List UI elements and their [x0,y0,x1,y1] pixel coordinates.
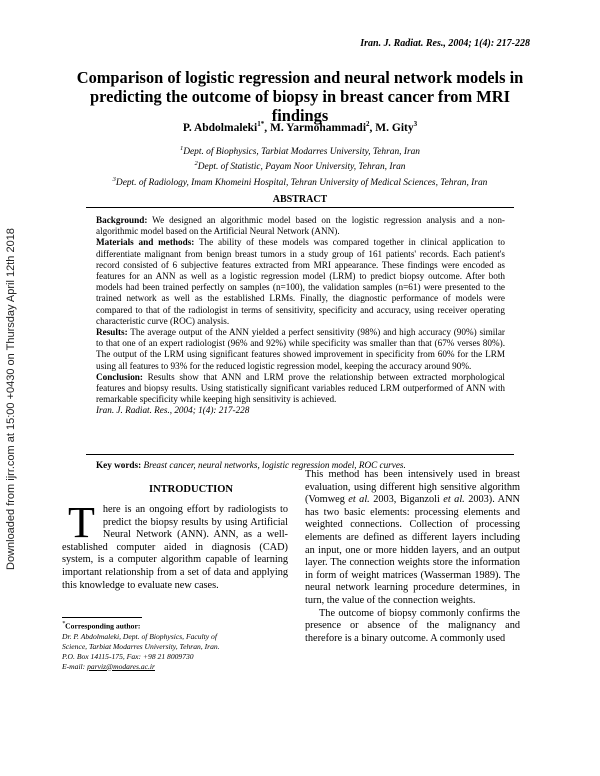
methods-text: The ability of these models was compared together in clinical application to differentiate malignant from benign breast tumors in a study group of 161 patients' records. Each patient's record consisted of 6 subjective features extracted from MRI appearance. These findings were encoded as features for an ANN as well as a logistic regression model (LRM) to predict biopsy outcome. After both models had been trained perfectly on samples (n=100), the validation samples (n=61) were presented to the trained network as well as the established LRMs. Finally, the diagnostic performance of models were compared to that of the radiologist in terms of sensitivity, specificity and accuracy, using receiver operating characteristic curve (ROC) analysis. [96,237,505,326]
affiliation-3-text: Dept. of Radiology, Imam Khomeini Hospital, Tehran University of Medical Sciences, Tehran, Iran [115,177,488,188]
keywords-text: Breast cancer, neural networks, logistic regression model, ROC curves. [141,460,406,470]
journal-reference: Iran. J. Radiat. Res., 2004; 1(4): 217-228 [360,38,530,49]
conclusion-text: Results show that ANN and LRM prove the relationship between extracted morphological features and biopsy results. Using statistically significant variables reduced LRM outperformed of ANN with remarkable specificity while keeping high sensitivity is achieved. [96,371,505,405]
email-link[interactable]: parviz@modares.ac.ir [87,661,155,671]
affiliation-2-sup: 2 [194,160,198,168]
author-3: M. Gity [375,121,414,134]
abstract-body [96,215,505,417]
title-line-2: predicting the outcome of biopsy in breast cancer from MRI findings [90,87,510,125]
citation-text: Iran. J. Radiat. Res., 2004; 1(4): 217-228 [96,405,250,416]
right-paragraph-1 [305,469,520,608]
abstract-background [96,215,505,237]
affiliation-3 [60,174,540,189]
keywords-label: Key words: [96,460,142,470]
download-stamp-text: Downloaded from ijrr.com at 15:00 +0430 on Thursday April 12th 2018 [5,228,17,570]
footnote-heading-line [62,619,288,632]
right-p1-part-b: 2003, Biganzoli [369,494,444,506]
results-label: Results: [96,327,128,338]
right-column [305,469,520,645]
affiliation-2 [60,158,540,173]
footnote-line-2: Science, Tarbiat Modarres University, Tehran, Iran. [62,641,220,651]
affiliation-3-sup: 3 [112,175,116,183]
footnote-rule [62,617,142,618]
affiliation-1-sup: 1 [180,145,184,152]
footnote-star: * [62,620,66,627]
affiliation-1 [60,143,540,158]
abstract-methods [96,237,505,327]
introduction-text: here is an ongoing effort by radiologists to predict the biopsy results by using Artificial Neural Network (ANN). ANN, as a well-established computer aided in diagnosis (CAD) system, is a computer algorithm capable of learning important relationship from a set of data and applying this knowledge to evaluate new cases. [62,504,288,591]
corresponding-author-footnote [62,619,288,672]
author-1: P. Abdolmaleki [182,121,258,134]
author-2-sup: 2 [366,120,370,128]
abstract-heading: ABSTRACT [272,194,328,205]
email-label: E-mail: [62,661,88,671]
author-list [60,120,540,134]
introduction-heading: INTRODUCTION [148,484,233,495]
author-separator: , [264,121,270,134]
right-p1-part-a: This method has been intensively used in breast evaluation, using different high sensitive algorithm (Vomweg [305,469,520,506]
download-stamp [3,150,21,570]
background-text: We designed an algorithmic model based on the logistic regression analysis and a non-algorithmic model based on the Artificial Neural Network (ANN). [96,215,505,237]
et-al-2: et al. [443,494,465,506]
abstract-results [96,327,505,372]
affiliations [60,143,540,189]
footnote-heading: Corresponding author: [65,621,141,631]
abstract-conclusion [96,372,505,406]
methods-label: Materials and methods: [96,237,195,248]
results-text: The average output of the ANN yielded a perfect sensitivity (98%) and high accuracy (90%) similar to that one of an expert radiologist (96% and 92%) while specificity was smaller than that (67% verses 80%). The output of the LRM using significant features showed improvement in specificity from 60% for the LRM using all features to 93% for the reduced logistic regression model, keeping the accuracy around 90%. [96,327,505,371]
footnote-email-line [62,662,288,672]
author-separator: , [369,121,376,134]
author-3-sup: 3 [413,120,418,128]
author-1-sup: 1* [257,120,265,128]
footnote-line-1: Dr. P. Abdolmaleki, Dept. of Biophysics, Faculty of [62,631,217,641]
abstract-top-rule [86,207,514,208]
abstract-bottom-rule [86,454,514,455]
background-label: Background: [96,215,148,225]
introduction-left-column [62,498,288,592]
right-paragraph-2: The outcome of biopsy commonly confirms the presence or absence of the malignancy and therefore is a binary outcome. A commonly used [305,607,520,644]
title-line-1: Comparison of logistic regression and neural network models in [76,68,524,87]
et-al-1: et al. [348,494,370,506]
footnote-line-3: P.O. Box 14115-175, Fax: +98 21 8009730 [62,651,194,661]
drop-cap: T [68,498,95,547]
affiliation-1-text: Dept. of Biophysics, Tarbiat Modarres University, Tehran, Iran [183,147,420,158]
author-2: M. Yarmohammadi [269,121,367,134]
affiliation-2-text: Dept. of Statistic, Payam Noor University, Tehran, Iran [197,162,406,173]
abstract-citation [96,405,505,416]
right-p1-part-c: 2003). ANN has two basic elements: processing elements and weighted connections. Collection of processing elements are defined as different layers including an input, one or more hidden layers, and an output layer. The connection weights store the information in form of weight matrices (Wasserman 1989). The neural network learning procedure determines, in turn, the value of the connection weights. [305,494,520,606]
conclusion-label: Conclusion: [96,371,143,382]
paper-title [60,68,540,125]
